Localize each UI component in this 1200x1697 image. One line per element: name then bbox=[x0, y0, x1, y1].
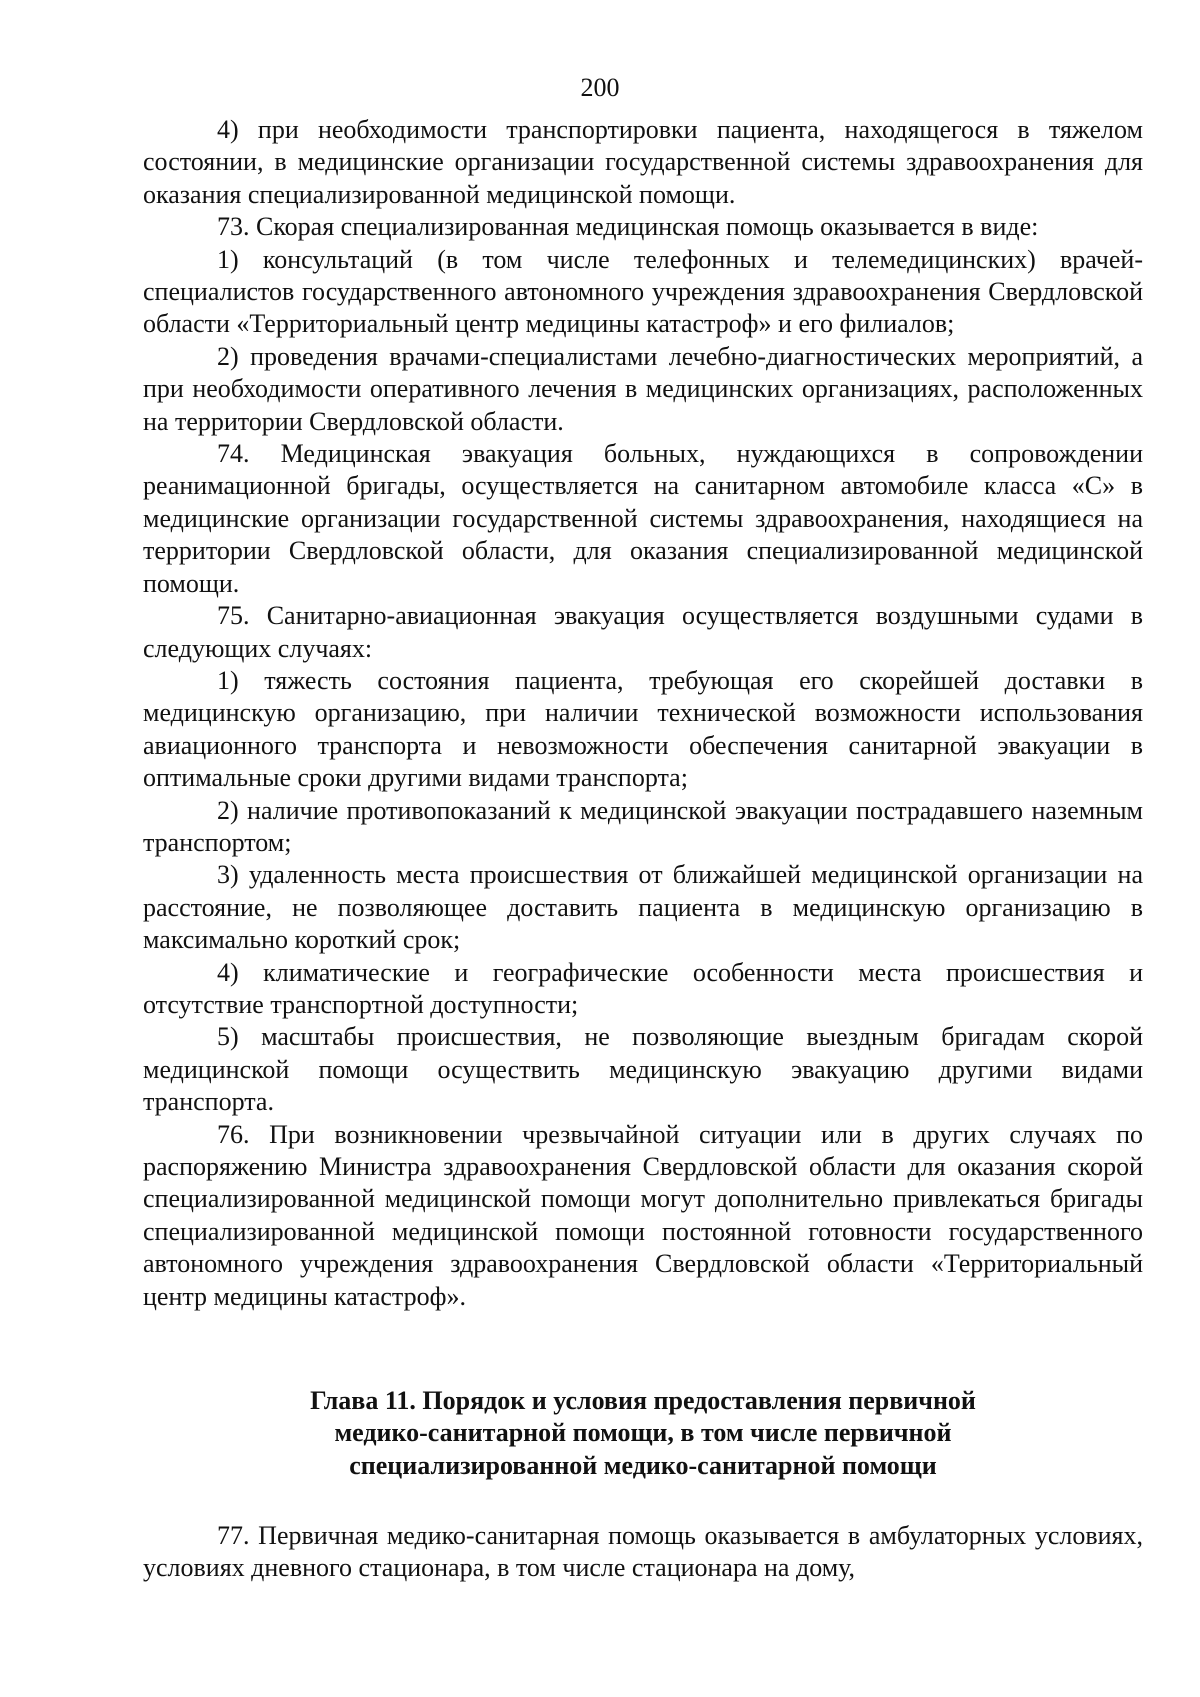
paragraph: 3) удаленность места происшествия от ближайшей медицинской организации на расстояние, не позволяющее доставить пациента в медицинскую организацию в максимально короткий срок; bbox=[143, 860, 1143, 955]
chapter-heading-line: медико-санитарной помощи, в том числе первичной bbox=[334, 1418, 952, 1448]
paragraph: 75. Санитарно-авиационная эвакуация осуществляется воздушными судами в следующих случаях: bbox=[143, 601, 1143, 663]
paragraph: 4) климатические и географические особенности места происшествия и отсутствие транспортной доступности; bbox=[143, 957, 1143, 1019]
paragraph: 73. Скорая специализированная медицинская помощь оказывается в виде: bbox=[217, 212, 1039, 242]
paragraph: 5) масштабы происшествия, не позволяющие выездным бригадам скорой медицинской помощи осуществить медицинскую эвакуацию другими видами транспорта. bbox=[143, 1022, 1143, 1117]
paragraph: 74. Медицинская эвакуация больных, нуждающихся в сопровождении реанимационной бригады, осуществляется на санитарном автомобиле класса «С» в медицинские организации государственной системы здравоохранения, находящиеся на территории Свердловской области, для оказания специализированной медицинской помощи. bbox=[143, 439, 1143, 598]
chapter-heading bbox=[143, 1385, 1143, 1482]
paragraph: 1) консультаций (в том числе телефонных и телемедицинских) врачей-специалистов государственного автономного учреждения здравоохранения Свердловской области «Территориальный центр медицины катастроф» и его филиалов; bbox=[143, 244, 1143, 339]
paragraph: 2) наличие противопоказаний к медицинской эвакуации пострадавшего наземным транспортом; bbox=[143, 795, 1143, 857]
paragraph: 1) тяжесть состояния пациента, требующая его скорейшей доставки в медицинскую организацию, при наличии технической возможности использования авиационного транспорта и невозможности обеспечения санитарной эвакуации в оптимальные сроки другими видами транспорта; bbox=[143, 665, 1143, 793]
paragraph: 76. При возникновении чрезвычайной ситуации или в других случаях по распоряжению Министра здравоохранения Свердловской области для оказания скорой специализированной медицинской помощи могут дополнительно привлекаться бригады специализированной медицинской помощи постоянной готовности государственного автономного учреждения здравоохранения Свердловской области «Территориальный центр медицины катастроф». bbox=[143, 1119, 1143, 1311]
paragraph: 2) проведения врачами-специалистами лечебно-диагностических мероприятий, а при необходимости оперативного лечения в медицинских организациях, расположенных на территории Свердловской области. bbox=[143, 341, 1143, 436]
body-text-continued bbox=[143, 1520, 1143, 1585]
page-number: 200 bbox=[580, 73, 620, 102]
paragraph: 4) при необходимости транспортировки пациента, находящегося в тяжелом состоянии, в медицинские организации государственной системы здравоохранения для оказания специализированной медицинской помощи. bbox=[143, 115, 1143, 209]
paragraph: 77. Первичная медико-санитарная помощь оказывается в амбулаторных условиях, условиях дневного стационара, в том числе стационара на дому, bbox=[143, 1521, 1143, 1583]
chapter-heading-line: специализированной медико-санитарной помощи bbox=[349, 1450, 937, 1480]
chapter-heading-line: Глава 11. Порядок и условия предоставления первичной bbox=[310, 1386, 976, 1415]
body-text bbox=[143, 114, 1143, 1313]
